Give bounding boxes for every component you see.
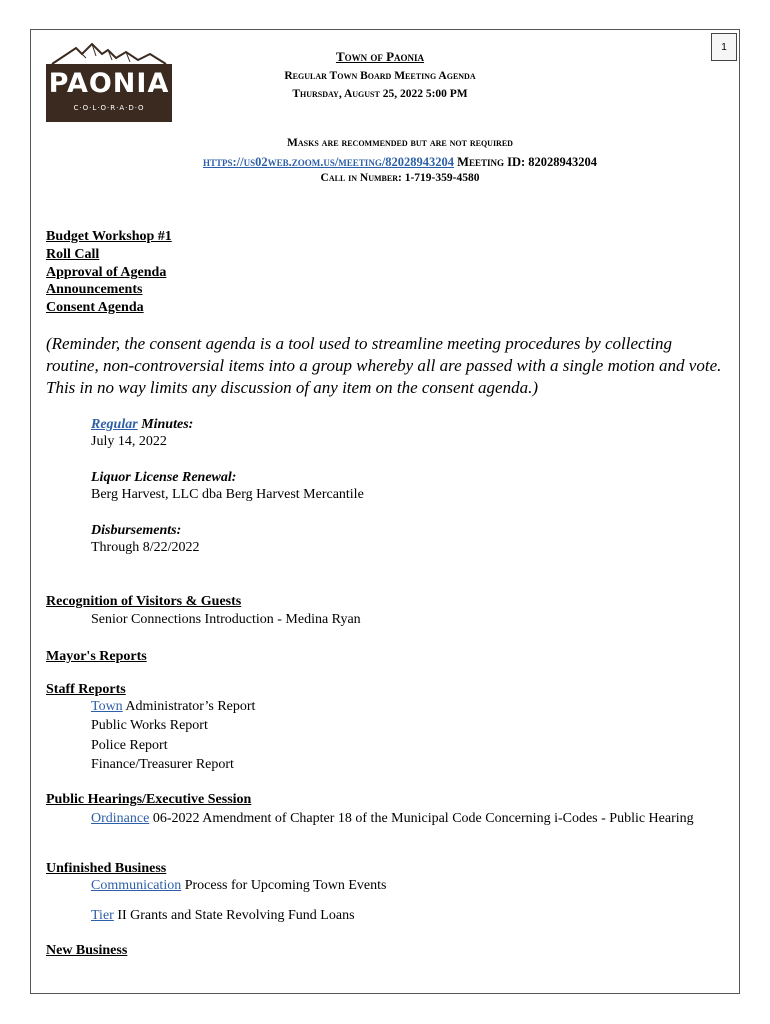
town-title: Town of Paonia [335, 49, 425, 64]
minutes-label [91, 417, 193, 433]
meeting-id: Meeting ID: 82028943204 [454, 155, 598, 169]
section-announcements: Announcements [46, 282, 143, 297]
mask-notice: Masks are recommended but are not required [287, 137, 513, 149]
staff-item-finance: Finance/Treasurer Report [91, 757, 234, 772]
section-budget-workshop: Budget Workshop #1 [46, 229, 172, 244]
section-public-hearings: Public Hearings/Executive Session [46, 792, 252, 807]
recognition-item: Senior Connections Introduction - Medina Ryan [91, 612, 361, 627]
minutes-link[interactable]: Regular [91, 417, 138, 432]
communication-link[interactable]: Communication [91, 878, 182, 893]
unfinished-item-tier [91, 908, 355, 924]
liquor-license-label: Liquor License Renewal: [91, 470, 237, 485]
zoom-line [110, 155, 690, 170]
consent-reminder: (Reminder, the consent agenda is a tool used to streamline meeting procedures by collecting routine, non-controversial items into a group whereby all are passed with a single motion and vote. This in no way limits any discussion of any item on the consent agenda.) [46, 334, 722, 397]
ordinance-link[interactable]: Ordinance [91, 811, 150, 826]
section-new-business: New Business [46, 943, 128, 958]
zoom-link[interactable]: https://us02web.zoom.us/meeting/82028943204 [202, 155, 455, 169]
section-staff-reports: Staff Reports [46, 682, 126, 697]
communication-text: Process for Upcoming Town Events [181, 878, 387, 893]
town-link[interactable]: Town [91, 699, 123, 714]
disbursements-value: Through 8/22/2022 [91, 540, 200, 555]
section-approval-of-agenda: Approval of Agenda [46, 265, 167, 280]
staff-item-public-works: Public Works Report [91, 718, 208, 733]
logo-wordmark: PAONIA [48, 68, 170, 99]
minutes-label-text: Minutes: [137, 417, 194, 432]
meeting-date: Thursday, August 25, 2022 5:00 PM [292, 88, 468, 100]
tier-link[interactable]: Tier [91, 908, 114, 923]
paonia-logo [46, 40, 172, 124]
disbursements-label: Disbursements: [91, 523, 182, 538]
section-unfinished-business: Unfinished Business [46, 861, 167, 876]
logo-subtitle: C·O·L·O·R·A·D·O [73, 104, 145, 112]
page-number: 1 [711, 33, 737, 61]
staff-item-administrator [91, 699, 255, 715]
liquor-license-value: Berg Harvest, LLC dba Berg Harvest Mercantile [91, 487, 364, 502]
minutes-date: July 14, 2022 [91, 434, 167, 449]
staff-item-police: Police Report [91, 738, 168, 753]
section-roll-call: Roll Call [46, 247, 100, 262]
staff-item-administrator-text: Administrator’s Report [122, 699, 256, 714]
call-in-number: Call in Number: 1-719-359-4580 [320, 172, 480, 184]
section-consent-agenda: Consent Agenda [46, 300, 144, 315]
meeting-type: Regular Town Board Meeting Agenda [284, 70, 476, 82]
tier-text: II Grants and State Revolving Fund Loans [113, 908, 355, 923]
section-recognition: Recognition of Visitors & Guests [46, 594, 242, 609]
section-mayors-reports: Mayor's Reports [46, 649, 147, 664]
ordinance-text: 06-2022 Amendment of Chapter 18 of the Municipal Code Concerning i-Codes - Public Hearing [149, 811, 694, 826]
hearing-item-ordinance [91, 809, 711, 828]
unfinished-item-communication [91, 878, 386, 894]
